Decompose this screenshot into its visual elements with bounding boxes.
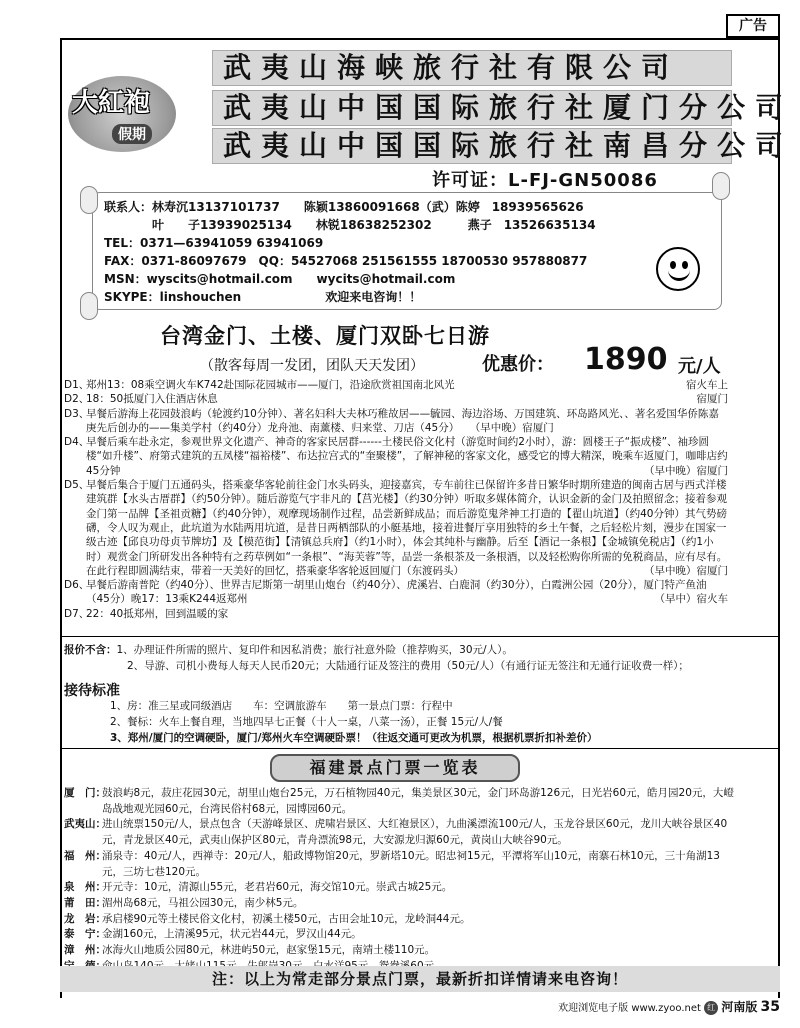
exclusion-item: 2、导游、司机小费每人每天人民币20元；大陆通行证及签注的费用（50元/人）（有通行证无签注和无通行证收费一样）； (127, 660, 689, 672)
contact-line: 叶 子13939025134 林锐18638252302 燕子 13526635134 (104, 218, 596, 232)
ticket-place: 莆 田： (64, 896, 106, 909)
day-label: D1、 (64, 379, 90, 391)
day-lodging: （早中晚）宿厦门 (644, 564, 728, 577)
ticket-place: 龙 岩： (64, 912, 106, 925)
ticket-place: 武夷山： (64, 818, 106, 831)
ticket-place: 泰 宁： (64, 928, 106, 941)
day-label: D2、 (64, 393, 90, 406)
ticket-row (64, 927, 734, 943)
day-text: 早餐后集合于厦门五通码头，搭乘豪华客轮前往金门水头码头，迎接嘉宾，专车前往已保留许多昔日繁华时期所建造的闽南古居与西式洋楼建筑群【水头古厝群】（约50分钟）。随后游览气宇非凡的【莒光楼】（约30分钟）听取多媒体简介，认识金新的金门及拍照留念；接着参观金门第一品牌【圣祖贡糖】（约40分钟），观摩现场制作过程，品尝新鲜成品；而后游览鬼斧神工打造的【翟山坑道】（约40分钟）其气势磅礴，令人叹为观止，此坑道为水陆两用坑道，是昔日两栖部队的小艇基地，接着进餐厅享用独特的乡土午餐，之后轻松片刻，漫步在国家一级古迹【邱良功母贞节牌坊】及【模范街】【清镇总兵府】（约1小时），体会其纯朴与幽静。后至【酒记一条根】【金城镇免税店】（约1小时）观赏金门所研发出各种特有之药草例如“一条根”、“海芙蓉”等，品尝一条根茶及一条根酒，以及轻松购你所需的免税商品，应有尽有。在此行程即圆满结束，带着一天美好的回忆，搭乘豪华客轮返回厦门（东渡码头） (86, 479, 728, 577)
itinerary-day (64, 407, 728, 436)
ticket-text: 鼓浪屿8元，菽庄花园30元，胡里山炮台25元，万石植物园40元，集美景区30元，金门环岛游126元，日光岩60元，皓月园20元，大嶝岛战地观光园60元，台湾民俗村68元，园博园60元。 (102, 787, 734, 815)
brand-icon: 红 (704, 1001, 718, 1015)
day-text: 18：50抵厦门入住酒店休息 (86, 393, 218, 406)
company-name-2: 武夷山中国国际旅行社厦门分公司 (212, 90, 732, 126)
ticket-row (64, 896, 734, 912)
day-text: 22：40抵郑州，回到温暖的家 (86, 607, 229, 620)
reception-standards (110, 698, 597, 746)
smiley-icon (656, 247, 700, 291)
ticket-row (64, 849, 734, 880)
contact-line: MSN：wyscits@hotmail.com wycits@hotmail.com (104, 272, 456, 286)
ticket-row (64, 786, 734, 817)
tickets-title: 福建景点门票一览表 (270, 754, 520, 782)
reception-title: 接待标准 (64, 683, 120, 699)
ticket-text: 开元寺：10元，清源山55元，老君岩60元，海交馆10元。崇武古城25元。 (102, 881, 453, 894)
exclusions-label: 报价不含： (64, 644, 117, 656)
day-lodging: （早中晚）宿厦门 (644, 464, 728, 477)
ticket-text: 冰海火山地质公园80元，林进屿50元，赵家堡15元，南靖土楼110元。 (102, 944, 436, 957)
contact-line: FAX：0371-86097679 QQ：54527068 251561555 18700530 957880877 (104, 254, 588, 268)
contact-line: TEL：0371—63941059 63941069 (104, 236, 324, 250)
ticket-place: 泉 州： (64, 881, 106, 894)
day-text: 早餐后游南普陀（约40分）、世界吉尼斯第一胡里山炮台（约40分）、虎溪岩、白鹿洞（约30分），白霞洲公园（20分），厦门特产鱼油（45分）晚17：13乘K244返郑州 (86, 579, 707, 606)
departure-schedule: （散客每周一发团，团队天天发团） (200, 358, 424, 374)
day-text: 郑州13：08乘空调火车K742赴国际花园城市——厦门，沿途欣赏祖国南北风光 (86, 379, 455, 391)
day-lodging: 宿火车上 (686, 379, 728, 391)
ticket-place: 厦 门： (64, 787, 106, 799)
scroll-curl-right (712, 172, 730, 200)
day-text: 早餐后游海上花园鼓浪屿（轮渡约10分钟）、著名妇科大夫林巧稚故居——毓园、海边浴场、万国建筑、环岛路风光、、著名爱国华侨陈嘉庚先后创办的——集美学村（约40分）龙舟池、南薰楼、归来堂、刀店（45分） （早中晚）宿厦门 (86, 407, 719, 434)
ticket-text: 进山统票150元/人，景点包含（天游峰景区、虎啸岩景区、大红袍景区），九曲溪漂流100元/人，玉龙谷景区60元，龙川大峡谷景区40元，青龙景区40元，武夷山保护区80元，青舟漂流98元，大安源龙归源60元，黄岗山大峡谷90元。 (102, 818, 728, 847)
day-label: D5、 (64, 479, 90, 492)
ticket-place: 漳 州： (64, 944, 106, 957)
footer-edition: 河南版 (721, 1000, 758, 1014)
license-number: 许可证：L-FJ-GN50086 (432, 170, 658, 191)
itinerary-day (64, 378, 728, 392)
ticket-row (64, 912, 734, 928)
ticket-text: 承启楼90元等土楼民俗文化村，初溪土楼50元，古田会址10元，龙岭洞44元。 (102, 912, 471, 925)
day-lodging: （早中）宿火车 (654, 593, 728, 606)
divider (62, 636, 778, 637)
logo-main: 大紅袍 (72, 88, 151, 118)
day-label: D7、 (64, 607, 90, 620)
reception-item: 2、餐标：火车上餐自理，当地四早七正餐（十人一桌，八菜一汤），正餐 15元/人/餐 (110, 716, 503, 728)
price-exclusions (64, 642, 734, 674)
price-unit: 元/人 (678, 356, 721, 377)
logo-sub: 假期 (112, 124, 152, 144)
page-footer (0, 998, 780, 1015)
brand-logo (68, 76, 176, 152)
itinerary-day (64, 578, 728, 607)
ticket-row (64, 817, 734, 848)
company-name-3: 武夷山中国国际旅行社南昌分公司 (212, 128, 732, 164)
footer-site: 欢迎浏览电子版 www.zyoo.net (558, 1003, 701, 1014)
ad-tag: 广告 (726, 14, 780, 38)
reception-item: 3、郑州/厦门的空调硬卧，厦门/郑州火车空调硬卧票！（往返交通可更改为机票，根据机票折扣补差价） (110, 732, 598, 744)
ticket-price-list (64, 786, 734, 974)
exclusion-item: 1、办理证件所需的照片、复印件和因私消费；旅行社意外险（推荐购买，30元/人）。 (116, 644, 513, 656)
itinerary-day (64, 392, 728, 406)
footnote-banner: 注：以上为常走部分景点门票，最新折扣详情请来电咨询！ (60, 966, 780, 992)
ticket-place: 福 州： (64, 849, 106, 862)
day-lodging: 宿厦门 (696, 393, 728, 406)
itinerary (64, 378, 728, 621)
day-label: D4、 (64, 436, 90, 449)
company-name-1: 武夷山海峡旅行社有限公司 (212, 50, 732, 86)
scroll-curl-top (80, 186, 98, 214)
tour-title: 台湾金门、土楼、厦门双卧七日游 (160, 324, 490, 348)
price-label: 优惠价： (482, 354, 554, 375)
contact-line: SKYPE：linshouchen 欢迎来电咨询！！ (104, 290, 422, 304)
day-label: D3、 (64, 407, 90, 420)
ticket-text: 涌泉寺：40元/人，西禅寺：20元/人，船政博物馆20元，罗新塔10元。昭忠祠15元，平潭将军山10元，南寨石林10元，三十角湖13元，三坊七巷120元。 (102, 849, 720, 878)
ticket-text: 湄州岛68元，马祖公园30元，南少林5元。 (102, 896, 304, 909)
day-text: 早餐后乘车赴永定，参观世界文化遗产、神奇的客家民居群------土楼民俗文化村（游览时间约2小时），游：圆楼王子“振成楼”、袖珍圆楼“如升楼”、府第式建筑的五凤楼“福裕楼”、布达拉宫式的“奎聚楼”，了解神秘的客家文化，感受它的博大精深，晚乘车返厦门，咖啡店约45分钟 (86, 436, 728, 477)
day-label: D6、 (64, 579, 90, 592)
contact-line: 联系人：林寿沉13137101737 陈颖13860091668（武）陈婷 18939565626 (104, 200, 584, 214)
ticket-row (64, 880, 734, 896)
reception-item: 1、房：准三星或同级酒店 车：空调旅游车 第一景点门票：行程中 (110, 700, 453, 712)
itinerary-day (64, 478, 728, 578)
price-value: 1890 (584, 342, 668, 377)
ticket-row (64, 943, 734, 959)
ticket-text: 金湖160元，上清溪95元，状元岩44元，罗汉山44元。 (102, 928, 362, 941)
page-number: 35 (760, 999, 780, 1015)
itinerary-day (64, 607, 728, 621)
scroll-curl-bottom (80, 292, 98, 320)
divider (62, 748, 778, 749)
itinerary-day (64, 435, 728, 478)
